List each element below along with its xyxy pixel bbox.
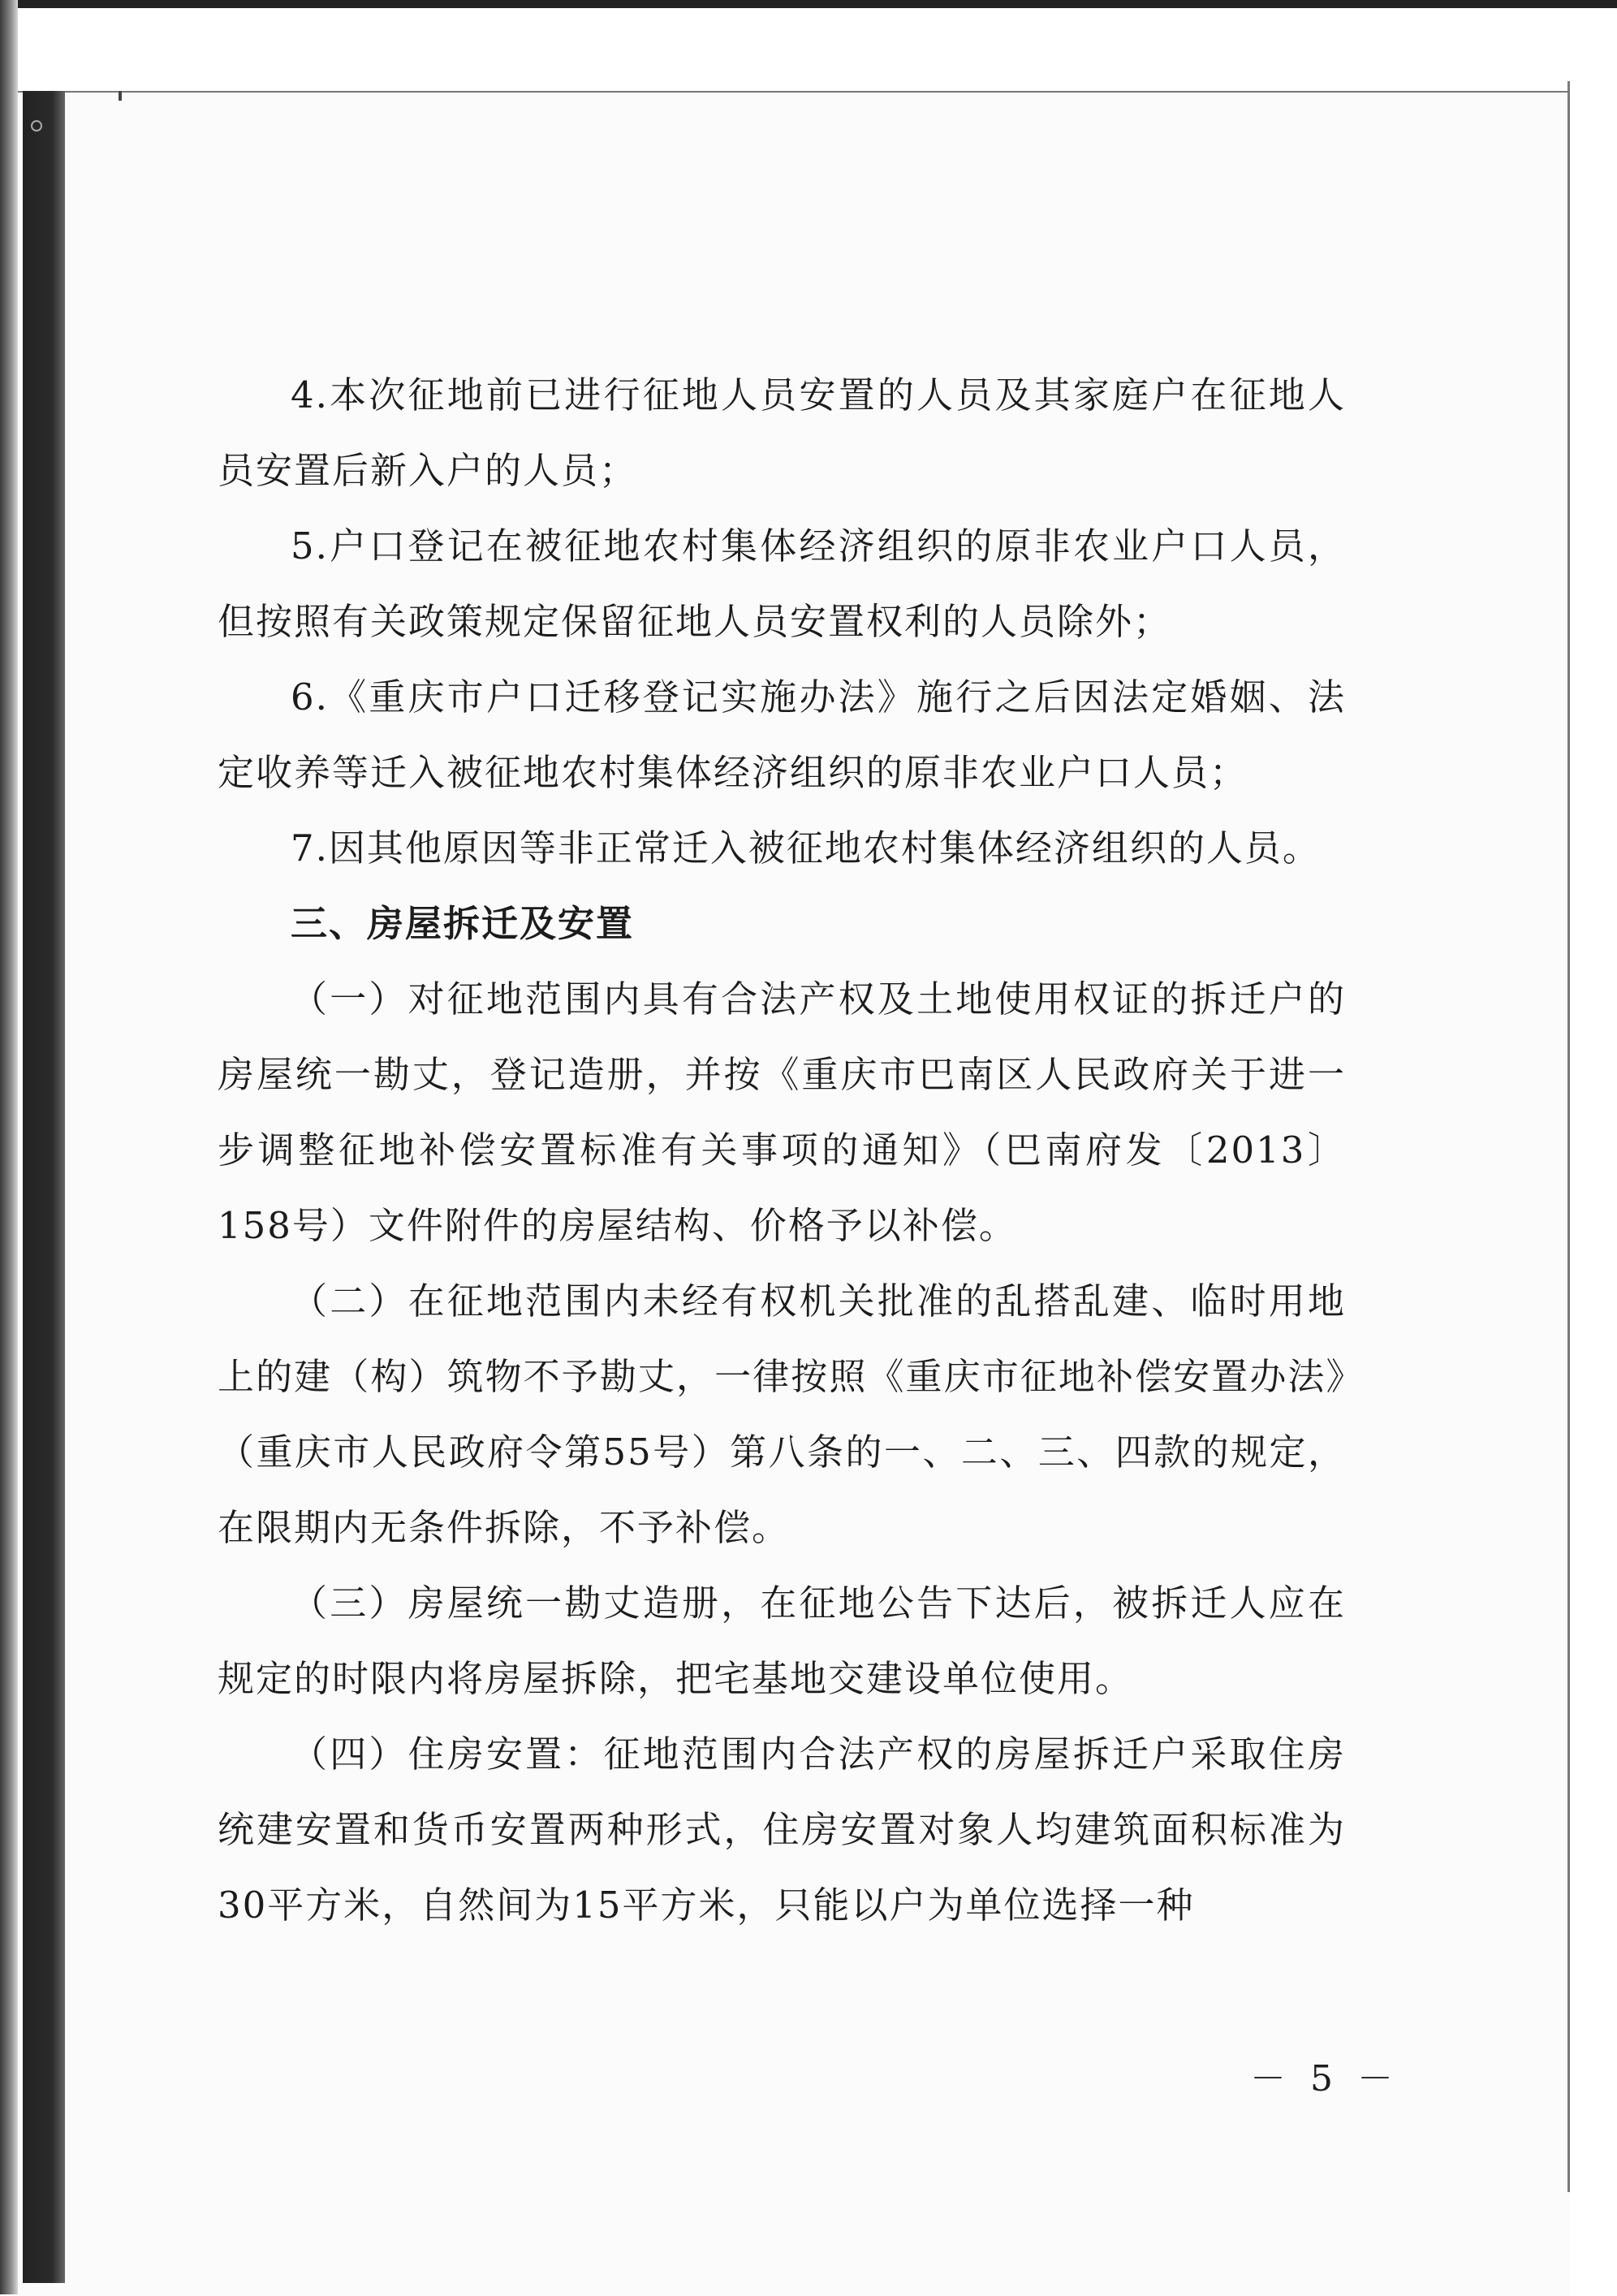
list-item-4: 4.本次征地前已进行征地人员安置的人员及其家庭户在征地人员安置后新入户的人员； (218, 373, 1346, 492)
list-item-5: 5.户口登记在被征地农村集体经济组织的原非农业户口人员，但按照有关政策规定保留征地人员安置权利的人员除外； (218, 524, 1346, 643)
page-number: － 5 － (1250, 2058, 1399, 2100)
scan-border-left (0, 0, 18, 2294)
binding-shadow (23, 91, 65, 2283)
document-body (218, 357, 1346, 1943)
section-heading: 三、房屋拆迁及安置 (291, 902, 635, 945)
list-item-6: 6.《重庆市户口迁移登记实施办法》施行之后因法定婚姻、法定收养等迁入被征地农村集体经济组织的原非农业户口人员； (218, 675, 1346, 794)
clause-paragraph-1: （一）对征地范围内具有合法产权及土地使用权证的拆迁户的房屋统一勘丈，登记造册，并按《重庆市巴南区人民政府关于进一步调整征地补偿安置标准有关事项的通知》（巴南府发〔2013〕158号）文件附件的房屋结构、价格予以补偿。 (218, 978, 1346, 1247)
clause-paragraph-3: （三）房屋统一勘丈造册，在征地公告下达后，被拆迁人应在规定的时限内将房屋拆除，把宅基地交建设单位使用。 (218, 1582, 1346, 1700)
scan-border-top (0, 0, 1617, 8)
binding-mark (31, 120, 42, 132)
clause-paragraph-2: （二）在征地范围内未经有权机关批准的乱搭乱建、临时用地上的建（构）筑物不予勘丈，一律按照《重庆市征地补偿安置办法》（重庆市人民政府令第55号）第八条的一、二、三、四款的规定，在限期内无条件拆除，不予补偿。 (218, 1280, 1346, 1549)
list-item-7: 7.因其他原因等非正常迁入被征地农村集体经济组织的人员。 (291, 826, 1321, 870)
clause-paragraph-4: （四）住房安置：征地范围内合法产权的房屋拆迁户采取住房统建安置和货币安置两种形式，住房安置对象人均建筑面积标准为30平方米，自然间为15平方米，只能以户为单位选择一种 (218, 1733, 1346, 1927)
scan-tick-mark (119, 91, 122, 101)
page-edge-right (1567, 81, 1570, 2192)
